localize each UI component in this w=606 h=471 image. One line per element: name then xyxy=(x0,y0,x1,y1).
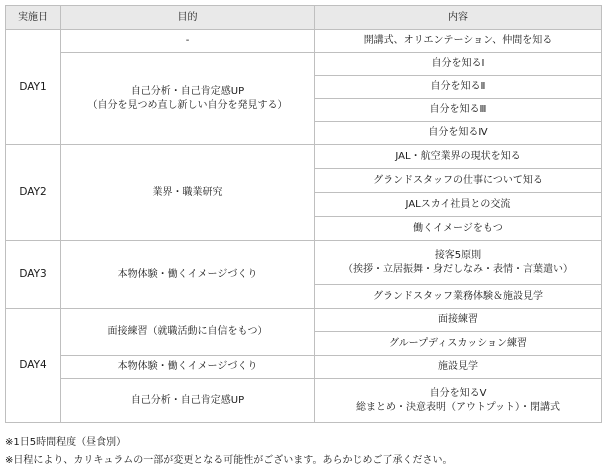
purpose-cell: - xyxy=(61,30,315,53)
content-line: 接客5原則 xyxy=(434,250,482,261)
content-cell: 自分を知るⅢ xyxy=(315,99,602,122)
content-line: （挨拶・立居振舞・身だしなみ・表情・言葉遣い） xyxy=(343,263,573,275)
content-cell: JAL・航空業界の現状を知る xyxy=(315,145,602,169)
purpose-cell: 自己分析・自己肯定感UP xyxy=(61,379,315,423)
table-row xyxy=(6,145,602,169)
day2-cell: DAY2 xyxy=(6,145,61,241)
notes xyxy=(5,434,601,470)
header-content: 内容 xyxy=(315,6,602,30)
content-cell: グループディスカッション練習 xyxy=(315,332,602,356)
table-row xyxy=(6,241,602,285)
table-row xyxy=(6,309,602,332)
content-cell xyxy=(315,379,602,423)
table-row xyxy=(6,53,602,76)
header-purpose: 目的 xyxy=(61,6,315,30)
purpose-line: （自分を見つめ直し新しい自分を発見する） xyxy=(87,99,288,111)
purpose-cell: 本物体験・働くイメージづくり xyxy=(61,241,315,309)
table-row xyxy=(6,379,602,423)
content-cell: グランドスタッフの仕事について知る xyxy=(315,169,602,193)
content-cell: 自分を知るⅠ xyxy=(315,53,602,76)
content-cell xyxy=(315,241,602,285)
note-hours: ※1日5時間程度（昼食別） xyxy=(5,437,127,448)
purpose-cell: 業界・職業研究 xyxy=(61,145,315,241)
content-line: 自分を知るⅤ xyxy=(429,388,487,399)
purpose-cell xyxy=(61,53,315,145)
content-line: 総まとめ・決意表明（アウトプット）・閉講式 xyxy=(356,401,560,413)
schedule-table xyxy=(5,5,602,423)
day4-cell: DAY4 xyxy=(6,309,61,423)
content-cell: 面接練習 xyxy=(315,309,602,332)
table-row xyxy=(6,30,602,53)
content-cell: 自分を知るⅡ xyxy=(315,76,602,99)
purpose-cell: 面接練習（就職活動に自信をもつ） xyxy=(61,309,315,356)
header-day: 実施日 xyxy=(6,6,61,30)
table-row xyxy=(6,356,602,379)
note-schedule-change: ※日程により、カリキュラムの一部が変更となる可能性がございます。あらかじめご了承ください。 xyxy=(5,455,453,466)
purpose-line: 自己分析・自己肯定感UP xyxy=(130,86,245,97)
content-cell: 働くイメージをもつ xyxy=(315,217,602,241)
content-cell: 自分を知るⅣ xyxy=(315,122,602,145)
content-cell: グランドスタッフ業務体験＆施設見学 xyxy=(315,285,602,309)
day3-cell: DAY3 xyxy=(6,241,61,309)
purpose-cell: 本物体験・働くイメージづくり xyxy=(61,356,315,379)
content-cell: JALスカイ社員との交流 xyxy=(315,193,602,217)
day1-cell: DAY1 xyxy=(6,30,61,145)
content-cell: 施設見学 xyxy=(315,356,602,379)
table-header-row xyxy=(6,6,602,30)
content-cell: 開講式、オリエンテーション、仲間を知る xyxy=(315,30,602,53)
